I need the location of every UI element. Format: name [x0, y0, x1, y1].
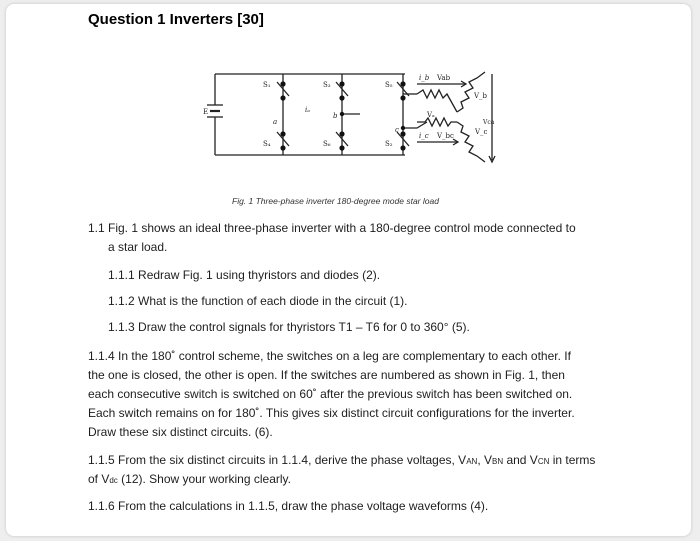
label-s5: S₅ — [385, 81, 393, 89]
label-ia: iₐ — [305, 106, 310, 114]
label-vab: Vab — [437, 74, 451, 82]
label-vca: Vca — [483, 119, 495, 126]
question-title: Question 1 Inverters [30] — [88, 11, 264, 28]
q1-1-3-text: 1.1.3 Draw the control signals for thyristors T1 – T6 for 0 to 360° (5). — [108, 320, 470, 334]
label-vbc: V_bc — [437, 132, 454, 140]
label-node-a: a — [273, 118, 278, 126]
figure-caption: Fig. 1 Three-phase inverter 180-degree mode star load — [232, 196, 439, 206]
label-s6: S₆ — [323, 140, 331, 148]
q1-1-4-line4: Each switch remains on for 180˚. This gives six distinct circuit configurations for the inverter. — [88, 406, 575, 420]
q1-1-2-text: 1.1.2 What is the function of each diode in the circuit (1). — [108, 294, 408, 308]
q1-1-4-line3: each consecutive switch is switched on 60˚ after the previous switch has been switched on. — [88, 387, 573, 401]
label-node-b: b — [333, 112, 338, 120]
q1-1-text-cont: a star load. — [108, 240, 168, 254]
q1-1-4-line5: Draw these six distinct circuits. (6). — [88, 425, 273, 439]
label-node-c: c — [395, 126, 399, 134]
q1-1-text: 1.1 Fig. 1 shows an ideal three-phase inverter with a 180-degree control mode connected to — [88, 221, 576, 235]
circuit-figure — [195, 62, 505, 197]
label-ib: i_b — [419, 74, 430, 82]
q1-1-4-line2: the one is closed, the other is open. If the switches are numbered as shown in Fig. 1, then — [88, 368, 565, 382]
label-e: E — [203, 108, 209, 116]
q1-1-5-line2: of Vdc (12). Show your working clearly. — [88, 472, 291, 486]
inverter-circuit-diagram — [195, 62, 505, 197]
label-s4: S₄ — [263, 140, 271, 148]
label-s3: S₃ — [323, 81, 331, 89]
q1-1-6-text: 1.1.6 From the calculations in 1.1.5, draw the phase voltage waveforms (4). — [88, 499, 489, 513]
label-vb: V_b — [474, 92, 488, 100]
label-s1: S₁ — [263, 81, 271, 89]
label-s2: S₂ — [385, 140, 393, 148]
q1-1-5-line1: 1.1.5 From the six distinct circuits in 1.1.4, derive the phase voltages, VAN, VBN and VCN in terms — [88, 453, 596, 467]
q1-1-1-text: 1.1.1 Redraw Fig. 1 using thyristors and diodes (2). — [108, 268, 381, 282]
label-va: Vₐ — [427, 111, 435, 119]
label-vc: V_c — [475, 128, 488, 136]
q1-1-4-line1: 1.1.4 In the 180˚ control scheme, the switches on a leg are complementary to each other. If — [88, 349, 571, 363]
label-ic: i_c — [419, 132, 429, 140]
